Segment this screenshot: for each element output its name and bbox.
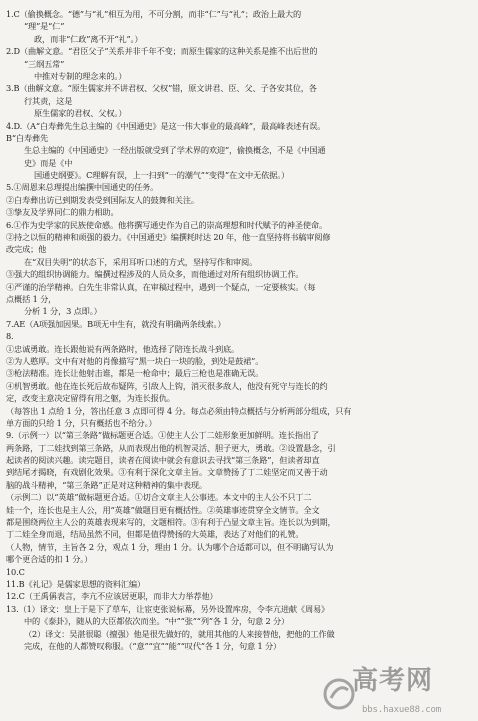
text-line: 点概括 1 分，: [6, 293, 57, 304]
text-line: 生总主编的《中国通史》一经出版就受到了学术界的欢迎”，偷换概念，不是《中国通: [24, 145, 326, 156]
text-line: 3.B（曲解文意。“原生儒家并不讲君权、父权”错，原文讲君、臣、父、子各安其位，各: [6, 83, 317, 94]
text-line: 脑的战斗精神，“第三条路”正是对这种精神的集中表现。: [6, 479, 207, 490]
site-watermark: [322, 666, 472, 717]
text-line: 完成，在他的人都赞叹称服。（“意”“宜”“能”“叹代”各 1 分，句意 1 分）: [24, 640, 282, 651]
watermark-brand: 高考网: [352, 666, 434, 696]
text-line: 13.（1）译文：皇上于是下了草车，让宦吏张说标幕，另外设置库房，令李亢进献《周易》: [6, 603, 330, 614]
watermark-logo-icon: [322, 677, 356, 711]
text-line: 11.B《礼记》是儒家思想的资料汇编）: [6, 578, 146, 589]
text-line: 在“双目失明”的状态下，采用耳听口述的方式，坚持写作和审阅。: [24, 256, 258, 267]
text-line: ③强大的组织协调能力。编撰过程涉及的人员众多，而他通过对所有组织协调工作。: [6, 269, 304, 280]
text-line: B“白寿彝先: [6, 132, 49, 143]
text-line: 行其责，这是: [24, 95, 73, 106]
text-line: 政，而非“仁政”离不开“礼”。）: [34, 33, 143, 44]
text-line: 中的《泰卦》，随从的大臣都依次而坐。“中”“张”“列”各 1 分，句意 2 分）: [24, 616, 290, 627]
text-line: ④机智勇敢。他在连长死后故布疑阵，引敌人上钩，消灭很多敌人，他没有死守与连长的约: [6, 380, 328, 391]
text-line: 6.①作为史学家的民族使命感。他将撰写通史作为自己的崇高理想和时代赋予的神圣使命。: [6, 219, 327, 230]
answer-text-block: [6, 8, 468, 652]
text-line: 7.AE（A项强加因果。B项无中生有，就没有明确两条线索。）: [6, 318, 226, 329]
text-line: ③挚友及学界同仁的鼎力相助。: [6, 207, 119, 218]
text-line: 都是围绕两位主人公的英雄表现来写的，文题相符。③有利于凸显文章主旨。连长以为到期，: [6, 517, 336, 528]
text-line: ②白寿彝出访已到期发表受到国际友人的鼓舞和关注。: [6, 194, 199, 205]
text-line: （人物，情节，主旨各 2 分，观点 1 分，理由 1 分。认为哪个合适都可以，但不明确写认为: [6, 541, 334, 552]
text-line: 10.C: [6, 566, 25, 577]
text-line: 哪个更合适的扣 1 分。）: [6, 554, 93, 565]
text-line: ③枪法精准。连长让他射击谁，都是一枪命中；最后三枪也是准确无误。: [6, 368, 264, 379]
text-line: 起读者的阅读兴趣。读完题目，读者在阅读中就会有意识去寻找“第三条路”，但读者却直: [6, 455, 320, 466]
text-line: 单方面的只给 1 分，只有概括也不给分。）: [6, 417, 157, 428]
text-line: “理”是“仁”: [24, 21, 65, 32]
text-line: 丁二娃全身而退，结局虽然不同，但都是值得赞扬的大英雄，表达了对他们的礼赞。: [6, 529, 304, 540]
text-line: 中推对专制的理念来的。）: [34, 70, 127, 81]
text-line: 到结尾才揭晓，有戏剧化效果。③有利于深化文章主旨。文章赞扬了丁二娃坚定而又善于动: [6, 467, 328, 478]
text-line: ④严谨的治学精神。白先生非常认真，在审稿过程中，遇到一个疑点，一定要核实。（每: [6, 281, 316, 292]
text-line: 9.（示例一）以“第三条路”做标题更合适。①使主人公丁二娃形象更加鲜明。连长指出了: [6, 430, 319, 441]
text-line: （示例二）以“英雄”做标题更合适。①切合文章主人公事迹。本文中的主人公不只丁二: [6, 492, 312, 503]
text-line: 定，改变主意决定留得有用之躯，为连长报仇。: [6, 393, 175, 404]
text-line: 8.: [6, 331, 14, 342]
text-line: ②为人憨厚。文中有对他的肖像描写“黑一块白一块的脸，到处是鼓裙”。: [6, 355, 264, 366]
text-line: 原生儒家的君权、父权。）: [34, 108, 127, 119]
text-line: （2）译文：吴湛很聪（擅强）他是很先做好的，就用其他的人来接替他，把他的工作做: [24, 628, 335, 639]
text-line: 改完成；他: [6, 244, 47, 255]
watermark-url: bbs.haxue88.com: [362, 705, 442, 715]
text-line: 4.D.（A“白寿彝先生总主编的《中国通史》是这一伟大事业的最高峰”，最高峰表述有误。: [6, 120, 326, 131]
text-line: 两条路，丁二娃找到第三条路，从而表现出他的机智灵活、胆子更大，勇敢。②设置悬念，引: [6, 442, 336, 453]
text-line: 2.D（曲解文意。“君臣父子”关系并非千年不变；而原生儒家的这种关系是推不出后世的: [6, 46, 318, 57]
text-line: 5.①周恩来总理提出编撰中国通史的任务。: [6, 182, 159, 193]
text-line: “三纲五常”: [24, 58, 65, 69]
text-line: 史》而是《中: [24, 157, 73, 168]
text-line: 国通史纲要》。C理解有误，上一扫到“一的潮气”“变得”在文中无依据。）: [34, 170, 290, 181]
text-line: 12.C（王禹偁表言，李亢不应该居更职，而非大力举荐他）: [6, 591, 218, 602]
text-line: 分析 1 分，3 点即。）: [24, 306, 102, 317]
text-line: 娃一个，连长也是主人公，用“英雄”做题目更有概括性。②英雄事迹贯穿全文情节。全文: [6, 504, 320, 515]
text-line: ①忠诚勇敢。连长跟他说有两条路时，他选择了陪连长战斗到底。: [6, 343, 240, 354]
text-line: 1.C（偷换概念。“德”与“礼”相互为用，不可分割，而非“仁”与“礼”；政治上最大的: [6, 9, 302, 19]
text-line: ②持之以恒的精神和顽强的毅力。《中国通史》编撰耗时达 20 年，他一直坚持将书稿审阅修: [6, 232, 331, 243]
text-line: （每答出 1 点给 1 分，答出任意 3 点即可得 4 分。每点必须由特点概括与分析两部分组成，只有: [6, 405, 352, 416]
